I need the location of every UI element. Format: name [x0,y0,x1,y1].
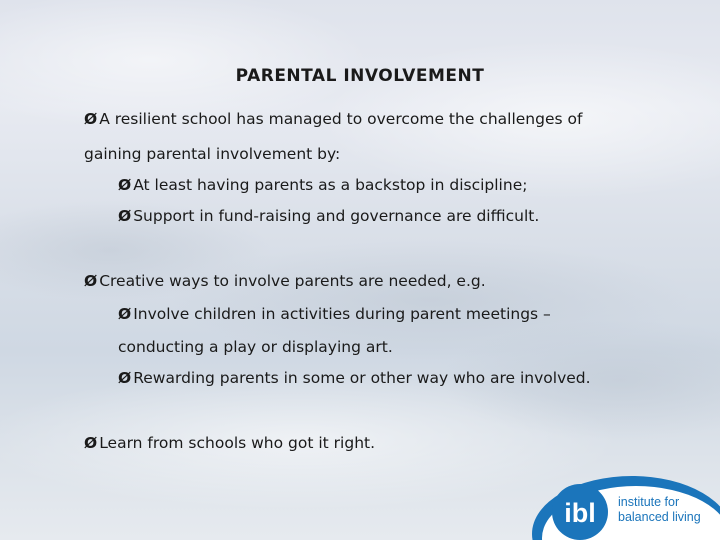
arrow-bullet-icon: Ø [118,305,132,323]
slide-title: PARENTAL INVOLVEMENT [235,66,485,86]
sub-bullet-line-1 [118,176,527,194]
bullet-text: A resilient school has managed to overcome the challenges of [99,110,583,128]
arrow-bullet-icon: Ø [118,176,132,194]
arrow-bullet-icon: Ø [118,207,132,225]
bullet-text: Involve children in activities during parent meetings – [133,305,551,323]
bullet-line-1 [84,110,582,128]
ibl-logo [528,468,720,540]
bullet-text: Creative ways to involve parents are needed, e.g. [99,272,486,290]
bullet-text: Learn from schools who got it right. [99,434,376,452]
bullet-text: Support in fund-raising and governance are difficult. [133,207,540,225]
bullet-text: gaining parental involvement by: [84,145,341,163]
sub-bullet-line-2 [118,207,539,225]
bullet-line-3 [84,434,375,452]
arrow-bullet-icon: Ø [84,434,98,452]
logo-line-2: balanced living [618,510,701,524]
continuation-line-1 [84,145,340,163]
arrow-bullet-icon: Ø [84,272,98,290]
bullet-text: At least having parents as a backstop in discipline; [133,176,528,194]
continuation-line-2 [118,338,393,356]
bullet-text: conducting a play or displaying art. [118,338,393,356]
logo-mark: ibl [564,498,596,528]
bullet-text: Rewarding parents in some or other way who are involved. [133,369,591,387]
sub-bullet-line-3 [118,305,551,323]
arrow-bullet-icon: Ø [118,369,132,387]
sub-bullet-line-4 [118,369,591,387]
logo-line-1: institute for [618,495,680,509]
arrow-bullet-icon: Ø [84,110,98,128]
bullet-line-2 [84,272,486,290]
